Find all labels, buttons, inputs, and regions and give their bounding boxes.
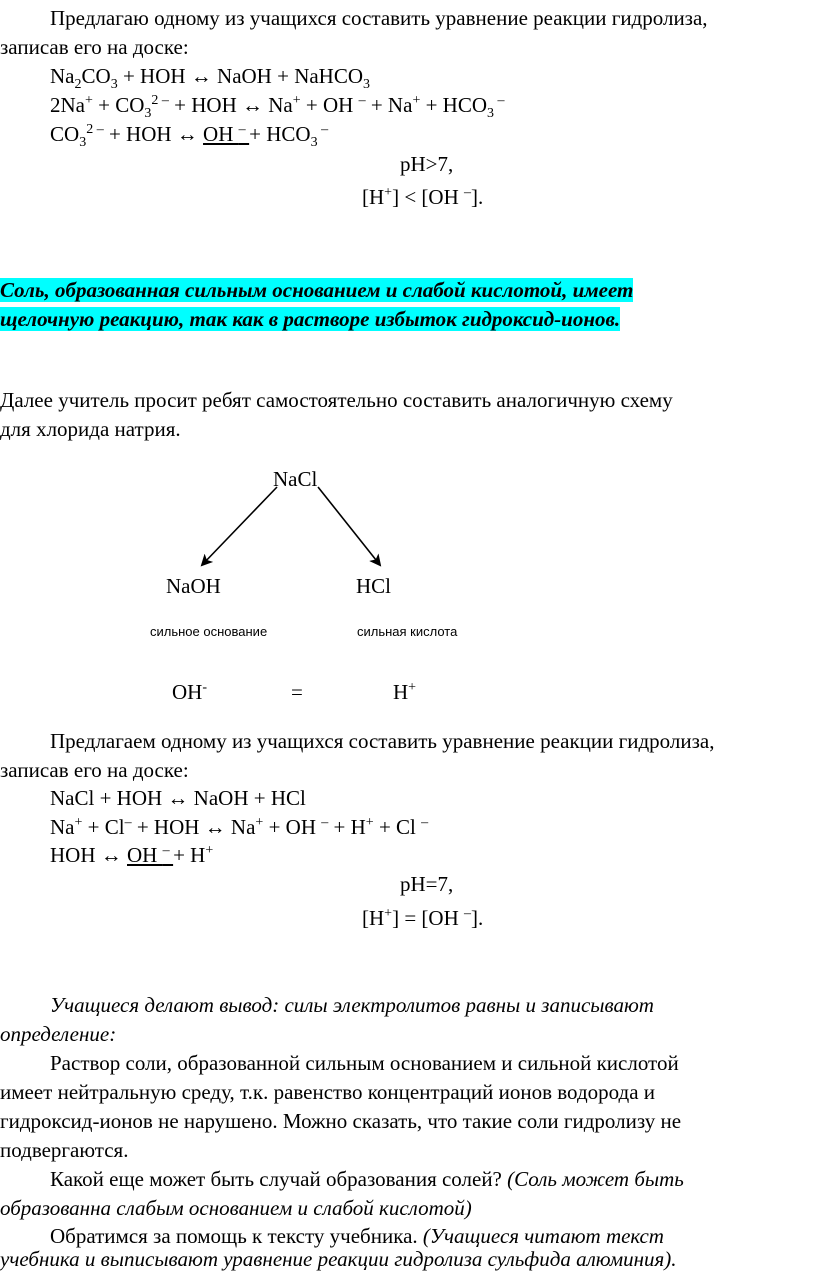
conclusion-paragraph-4: подвергаются. xyxy=(0,1138,129,1162)
conclusion-paragraph-2: имеет нейтральную среду, т.к. равенство концентраций ионов водорода и xyxy=(0,1080,656,1104)
arrow-to-acid xyxy=(318,487,380,565)
equation-1-ph: pH>7, xyxy=(400,152,454,176)
conclusion-paragraph-1: Раствор соли, образованной сильным основанием и сильной кислотой xyxy=(50,1051,679,1075)
intro-line-1: Предлагаю одному из учащихся составить уравнение реакции гидролиза, xyxy=(50,6,708,30)
teacher-line-2: для хлорида натрия. xyxy=(0,417,181,441)
conclusion-paragraph-3: гидроксид-ионов не нарушено. Можно сказать, что такие соли гидролизу не xyxy=(0,1109,682,1133)
diagram-hydroxide-ion: OH- xyxy=(172,680,208,704)
equation-2-row-1: NaCl + HOH ↔ NaOH + HCl xyxy=(50,786,306,810)
textbook-line-2: учебника и выписывают уравнение реакции гидролиза сульфида алюминия). xyxy=(0,1247,677,1271)
question-line-1: Какой еще может быть случай образования солей? (Соль может быть xyxy=(50,1167,684,1191)
diagram-hydrogen-ion: H+ xyxy=(393,680,417,704)
conclusion-italic-2: определение: xyxy=(0,1022,117,1046)
teacher-line-1: Далее учитель просит ребят самостоятельно составить аналогичную схему xyxy=(0,388,673,412)
intro2-line-1: Предлагаем одному из учащихся составить уравнение реакции гидролиза, xyxy=(50,729,715,753)
intro-line-2: записав его на доске: xyxy=(0,35,189,59)
diagram-equals: = xyxy=(291,680,303,704)
intro2-line-2: записав его на доске: xyxy=(0,758,189,782)
diagram-base: NaOH xyxy=(166,574,221,598)
diagram-base-label: сильное основание xyxy=(150,624,268,639)
highlight-line-1: Соль, образованная сильным основанием и слабой кислотой, имеет xyxy=(0,278,634,302)
equation-1-row-3: $CO_3^{2 -}$ + HOH ↔ OH $^- + HCO_3$ – xyxy=(50,122,329,151)
question-line-2: образованна слабым основанием и слабой кислотой) xyxy=(0,1196,472,1220)
equation-2-concentration: [H+] = [OH –]. xyxy=(362,906,484,930)
equation-2-row-2: Na+ + Cl– + HOH ↔ Na+ + OH – + H+ + Cl – xyxy=(50,815,429,839)
diagram-acid-label: сильная кислота xyxy=(357,624,458,639)
conclusion-italic-1: Учащиеся делают вывод: силы электролитов равны и записывают xyxy=(50,993,654,1017)
highlight-line-2: щелочную реакцию, так как в растворе избыток гидроксид-ионов. xyxy=(0,307,621,331)
textbook-line-1: Обратимся за помощь к тексту учебника. (Учащиеся читают текст xyxy=(50,1224,664,1248)
equation-1-row-1: $Na_2CO_3$ + HOH ↔ NaOH + NaHCO$_3$ xyxy=(50,64,371,93)
diagram-acid: HCl xyxy=(356,574,392,598)
equation-1-row-2: $2Na^+ + CO_3^{2 -}$ + HOH ↔ Na+ + OH $^- + Na^+ + HCO_3$ – xyxy=(50,93,505,122)
diagram-salt: NaCl xyxy=(273,467,318,491)
equation-2-row-3: HOH ↔ OH – + H+ xyxy=(50,843,214,867)
equation-2-ph: pH=7, xyxy=(400,872,454,896)
equation-1-concentration: [H+] < [OH –]. xyxy=(362,185,484,209)
arrow-to-base xyxy=(202,487,277,565)
